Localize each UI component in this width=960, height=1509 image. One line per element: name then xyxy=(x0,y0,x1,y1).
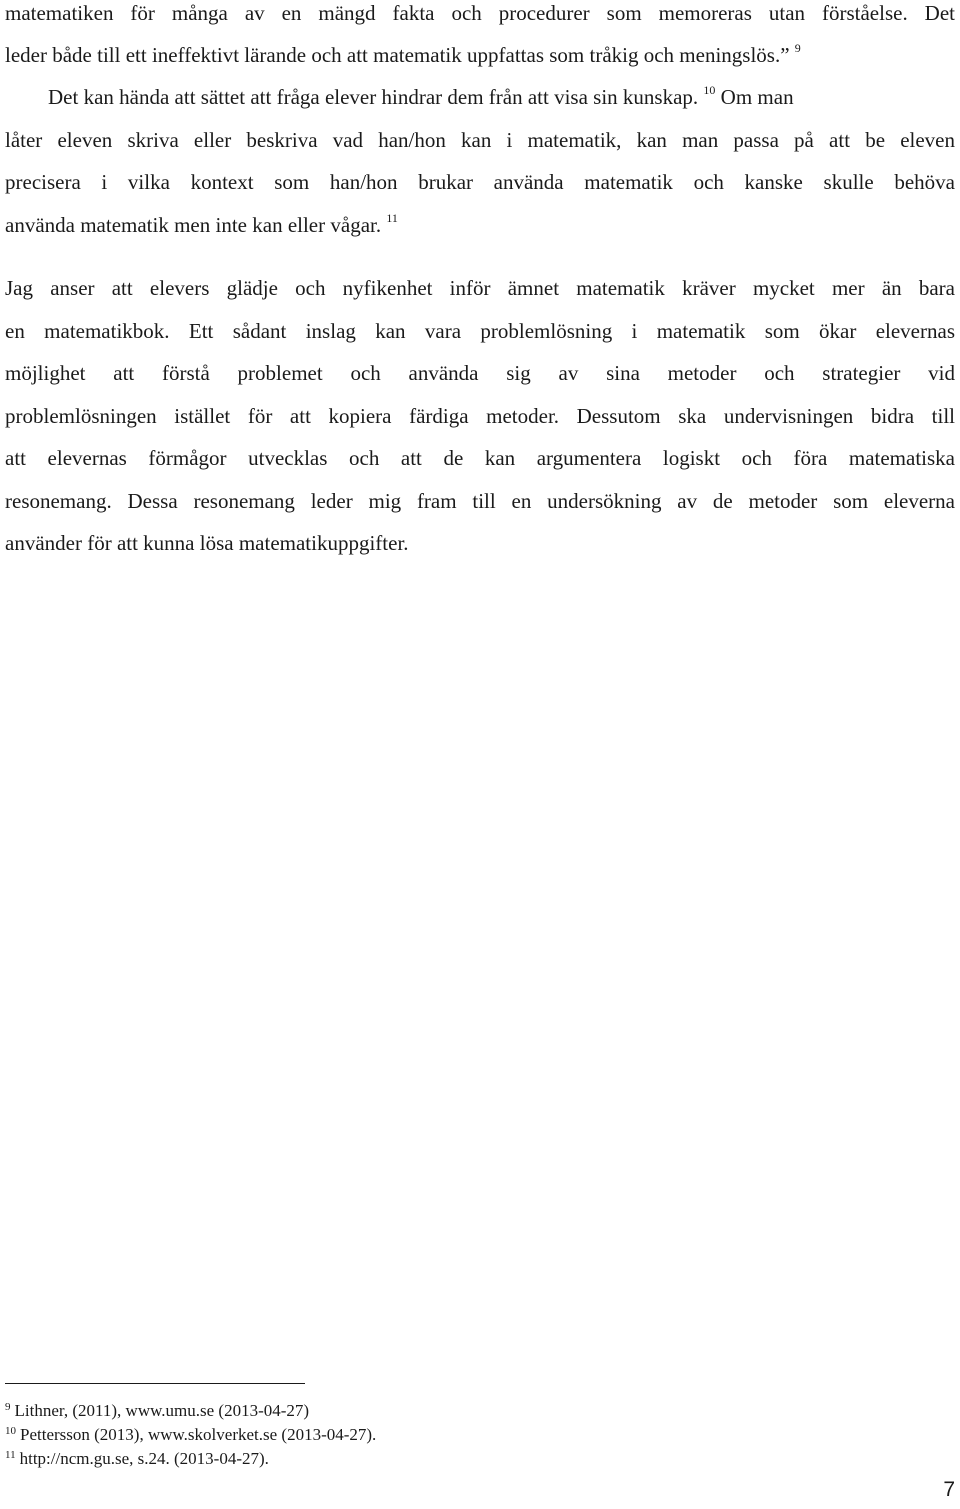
footnote-9 xyxy=(5,1397,309,1421)
body-line-3-tail: Om man xyxy=(720,85,794,109)
body-line-10: problemlösningen istället för att kopiera färdiga metoder. Dessutom ska undervisningen bidra till xyxy=(5,404,955,428)
footnote-10 xyxy=(5,1421,376,1445)
body-line-11: att elevernas förmågor utvecklas och att de kan argumentera logiskt och föra matematiska xyxy=(5,446,955,470)
body-line-4: låter eleven skriva eller beskriva vad han/hon kan i matematik, kan man passa på att be eleven xyxy=(5,128,955,152)
body-line-2 xyxy=(5,42,955,68)
footnote-11 xyxy=(5,1445,269,1469)
footnote-ref-11: 11 xyxy=(386,211,398,225)
footnote-11-number: 11 xyxy=(5,1449,16,1461)
body-line-9: möjlighet att förstå problemet och använda sig av sina metoder och strategier vid xyxy=(5,361,955,385)
body-line-6 xyxy=(5,212,955,238)
body-line-2-text: leder både till ett ineffektivt lärande och att matematik uppfattas som tråkig och meningslös.” xyxy=(5,43,790,67)
footnote-9-number: 9 xyxy=(5,1401,11,1413)
body-line-6-text: använda matematik men inte kan eller vågar. xyxy=(5,213,382,237)
page-number: 7 xyxy=(943,1478,955,1501)
footnote-11-text: http://ncm.gu.se, s.24. (2013-04-27). xyxy=(19,1449,269,1468)
body-line-3-text: Det kan hända att sättet att fråga elever hindrar dem från att visa sin kunskap. xyxy=(48,85,699,109)
body-line-8: en matematikbok. Ett sådant inslag kan vara problemlösning i matematik som ökar elevernas xyxy=(5,319,955,343)
body-line-1: matematiken för många av en mängd fakta och procedurer som memoreras utan förståelse. Det xyxy=(5,1,955,25)
footnote-ref-10: 10 xyxy=(703,83,716,97)
footnote-9-text: Lithner, (2011), www.umu.se (2013-04-27) xyxy=(14,1401,310,1420)
footnote-10-number: 10 xyxy=(5,1425,16,1437)
footnote-ref-9: 9 xyxy=(794,41,801,55)
body-line-7: Jag anser att elevers glädje och nyfikenhet inför ämnet matematik kräver mycket mer än bara xyxy=(5,276,955,300)
body-line-3 xyxy=(48,84,955,110)
footnote-divider xyxy=(5,1383,305,1384)
body-line-12: resonemang. Dessa resonemang leder mig fram till en undersökning av de metoder som eleverna xyxy=(5,489,955,513)
body-line-5: precisera i vilka kontext som han/hon brukar använda matematik och kanske skulle behöva xyxy=(5,170,955,194)
body-line-13: använder för att kunna lösa matematikuppgifter. xyxy=(5,531,409,555)
footnote-10-text: Pettersson (2013), www.skolverket.se (2013-04-27). xyxy=(20,1425,377,1444)
